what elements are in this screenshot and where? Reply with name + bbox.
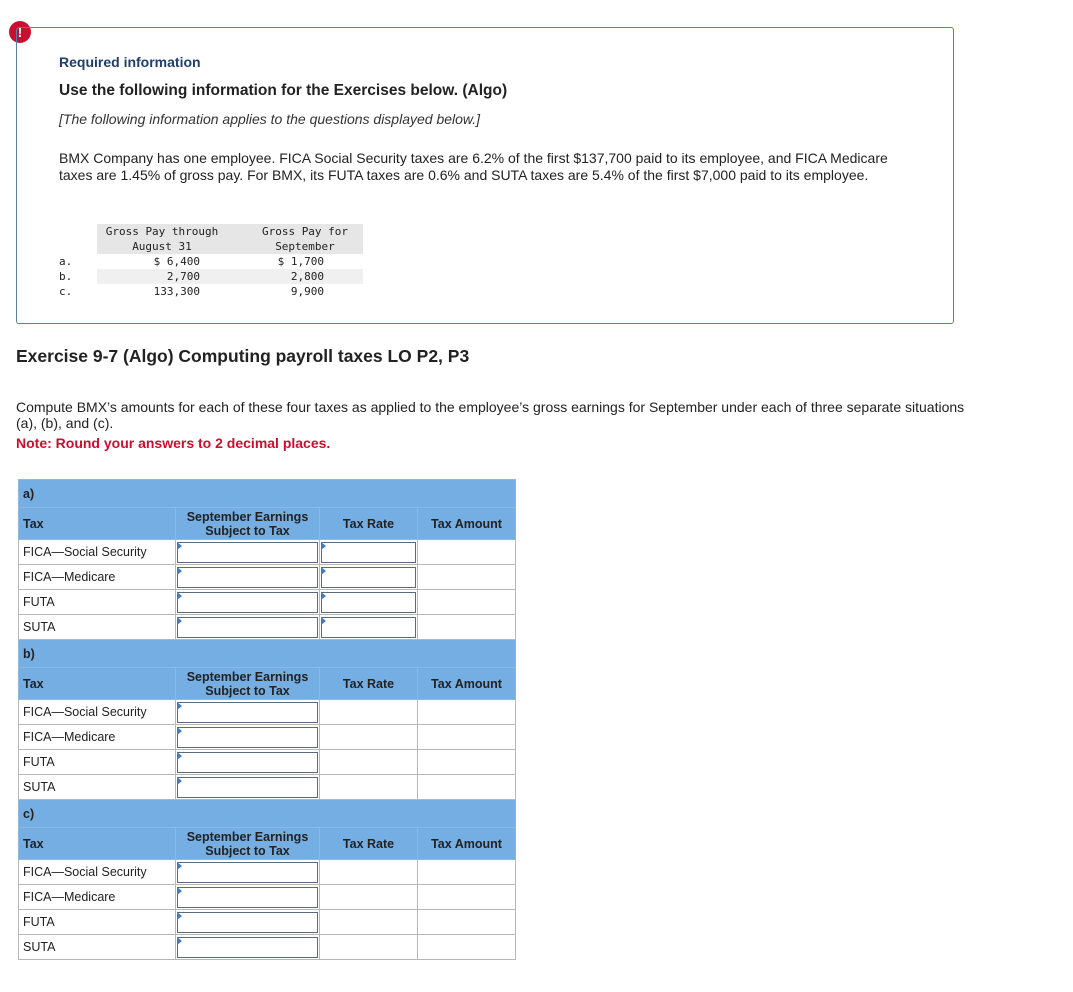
section-header <box>19 800 516 828</box>
tax-row <box>19 700 516 725</box>
input-marker-icon <box>177 727 182 735</box>
tax-label: FUTA <box>19 910 176 935</box>
tax-label: SUTA <box>19 935 176 960</box>
header-tax-rate: Tax Rate <box>320 828 418 860</box>
tax-label: FICA—Social Security <box>19 540 176 565</box>
tax-row <box>19 885 516 910</box>
info-heading: Use the following information for the Exercises below. (Algo) <box>59 82 508 99</box>
applies-note: [The following information applies to the questions displayed below.] <box>59 111 481 127</box>
header-tax: Tax <box>19 668 176 700</box>
section-label: a) <box>19 480 516 508</box>
input-marker-icon <box>177 862 182 870</box>
header-earnings: September Earnings Subject to Tax <box>176 668 320 700</box>
tax-row <box>19 590 516 615</box>
tax-amount-cell <box>418 725 516 750</box>
tax-row <box>19 615 516 640</box>
earnings-input[interactable] <box>177 887 318 908</box>
column-header-row <box>19 668 516 700</box>
required-information-label: Required information <box>59 54 201 70</box>
header-tax-amount: Tax Amount <box>418 508 516 540</box>
earnings-input[interactable] <box>177 702 318 723</box>
tax-row <box>19 775 516 800</box>
header-tax: Tax <box>19 828 176 860</box>
tax-label: FUTA <box>19 750 176 775</box>
input-marker-icon <box>177 887 182 895</box>
tax-amount-cell <box>418 540 516 565</box>
tax-amount-cell <box>418 565 516 590</box>
pay-row: c. 133,300 9,900 <box>59 285 324 298</box>
earnings-input[interactable] <box>177 727 318 748</box>
input-marker-icon <box>177 702 182 710</box>
tax-rate-input[interactable] <box>321 617 416 638</box>
tax-label: FICA—Social Security <box>19 700 176 725</box>
input-marker-icon <box>321 592 326 600</box>
column-header-row <box>19 508 516 540</box>
header-earnings: September Earnings Subject to Tax <box>176 828 320 860</box>
rounding-note: Note: Round your answers to 2 decimal places. <box>16 435 331 451</box>
tax-label: FICA—Social Security <box>19 860 176 885</box>
tax-row <box>19 910 516 935</box>
input-marker-icon <box>177 617 182 625</box>
input-marker-icon <box>321 542 326 550</box>
tax-row <box>19 935 516 960</box>
exercise-title: Exercise 9-7 (Algo) Computing payroll taxes LO P2, P3 <box>16 346 470 366</box>
tax-amount-cell <box>418 885 516 910</box>
tax-amount-cell <box>418 615 516 640</box>
tax-amount-cell <box>418 700 516 725</box>
header-earnings: September Earnings Subject to Tax <box>176 508 320 540</box>
section-label: b) <box>19 640 516 668</box>
exercise-instructions: Compute BMX’s amounts for each of these four taxes as applied to the employee’s gross earnings for September under each of three separate situations (a), (b), and (c). <box>16 399 965 431</box>
scenario-paragraph: BMX Company has one employee. FICA Social Security taxes are 6.2% of the first $137,700 paid to its employee, and FICA Medicare taxes are 1.45% of gross pay. For BMX, its FUTA taxes are 0.6% and SUTA taxes are 5.4% of the first $7,000 paid to its employee. <box>59 150 888 183</box>
input-marker-icon <box>177 937 182 945</box>
tax-label: FICA—Medicare <box>19 885 176 910</box>
tax-amount-cell <box>418 910 516 935</box>
gross-pay-table <box>59 224 363 299</box>
tax-rate-input[interactable] <box>321 567 416 588</box>
tax-row <box>19 750 516 775</box>
pay-row: a. $ 6,400 $ 1,700 <box>59 255 324 268</box>
section-header <box>19 640 516 668</box>
earnings-input[interactable] <box>177 592 318 613</box>
tax-label: SUTA <box>19 615 176 640</box>
earnings-input[interactable] <box>177 617 318 638</box>
tax-label: FICA—Medicare <box>19 565 176 590</box>
header-tax-amount: Tax Amount <box>418 828 516 860</box>
column-header-row <box>19 828 516 860</box>
tax-amount-cell <box>418 750 516 775</box>
tax-amount-cell <box>418 860 516 885</box>
header-tax: Tax <box>19 508 176 540</box>
header-tax-rate: Tax Rate <box>320 668 418 700</box>
section-label: c) <box>19 800 516 828</box>
earnings-input[interactable] <box>177 777 318 798</box>
section-header <box>19 480 516 508</box>
tax-label: FICA—Medicare <box>19 725 176 750</box>
earnings-input[interactable] <box>177 542 318 563</box>
header-tax-amount: Tax Amount <box>418 668 516 700</box>
earnings-input[interactable] <box>177 937 318 958</box>
tax-rate-input[interactable] <box>321 592 416 613</box>
tax-amount-cell <box>418 590 516 615</box>
input-marker-icon <box>177 752 182 760</box>
tax-row <box>19 540 516 565</box>
input-marker-icon <box>177 592 182 600</box>
input-marker-icon <box>177 567 182 575</box>
tax-row <box>19 725 516 750</box>
pay-row: b. 2,700 2,800 <box>59 269 363 284</box>
col-header-september: Gross Pay for September <box>247 224 363 254</box>
tax-label: FUTA <box>19 590 176 615</box>
payroll-tax-worksheet <box>18 479 516 960</box>
tax-amount-cell <box>418 935 516 960</box>
input-marker-icon <box>177 777 182 785</box>
tax-row <box>19 860 516 885</box>
tax-row <box>19 565 516 590</box>
tax-rate-input[interactable] <box>321 542 416 563</box>
earnings-input[interactable] <box>177 912 318 933</box>
col-header-through: Gross Pay through August 31 <box>97 224 227 254</box>
earnings-input[interactable] <box>177 567 318 588</box>
earnings-input[interactable] <box>177 862 318 883</box>
earnings-input[interactable] <box>177 752 318 773</box>
tax-label: SUTA <box>19 775 176 800</box>
tax-amount-cell <box>418 775 516 800</box>
input-marker-icon <box>321 617 326 625</box>
header-tax-rate: Tax Rate <box>320 508 418 540</box>
input-marker-icon <box>177 912 182 920</box>
input-marker-icon <box>177 542 182 550</box>
alert-icon: ! <box>9 21 31 43</box>
input-marker-icon <box>321 567 326 575</box>
